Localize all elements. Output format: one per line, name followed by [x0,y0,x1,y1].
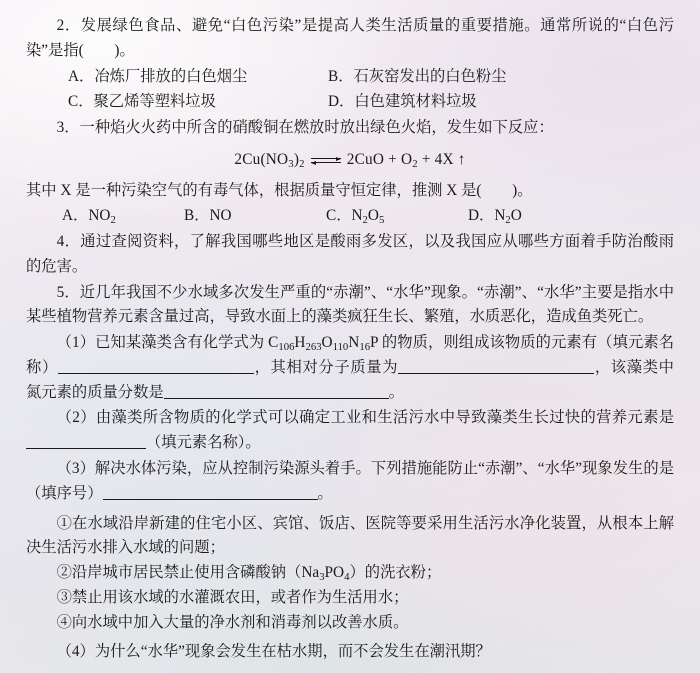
question-3-option-b[interactable]: B．NO [184,207,232,225]
question-3-option-c[interactable]: C．$N_2O_5$ [326,207,385,227]
question-5-item-1: ①在水域沿岸新建的住宅小区、宾馆、饭店、医院等要采用生活污水净化装置，从根本上解决生活污水排入水域的问题； [26,514,674,556]
question-5-sub-1-text-c: ，该藻类中氮元素的质量分数是 [26,358,674,401]
answer-blank-elements[interactable] [58,357,254,374]
question-5-sub-3 [26,457,674,507]
answer-blank-nitrogen-fraction[interactable] [164,382,389,399]
question-5-sub-1-text-b: ，其相对分子质量为 [253,358,399,376]
answer-blank-nutrient-elements[interactable] [26,432,146,449]
question-4-stem: 4．通过查阅资料，了解我国哪些地区是酸雨多发区，以及我国应从哪些方面着手防治酸雨的危害。 [26,233,674,275]
question-3-equation [26,148,674,173]
equation-product: $2CuO + O_2 + 4X$ ↑ [346,150,466,170]
reversible-arrow-icon [311,153,341,168]
equation-reactant: $2Cu(NO_3)_2$ [234,150,305,170]
answer-blank-molar-mass[interactable] [398,357,594,374]
question-5-stem: 5．近几年我国不少水域多次发生严重的“赤潮”、“水华”现象。“赤潮”、“水华”主要是指水中某些植物营养元素含量过高，导致水面上的藻类疯狂生长、繁殖，水质恶化，造成鱼类死亡。 [26,283,674,326]
question-3-stem-2: 其中 X 是一种污染空气的有毒气体，根据质量守恒定律，推测 X 是( )。 [26,181,533,199]
question-3-option-a[interactable]: A．$NO_2$ [62,207,116,227]
question-5-sub-1-text-d: 。 [388,383,404,401]
question-5-item-4: ④向水域中加入大量的净水剂和消毒剂以改善水质。 [56,614,409,632]
question-5-sub-2 [26,406,674,456]
question-5-sub-3-text-b: 。 [317,484,333,502]
question-2-options-row-2 [26,90,674,115]
question-3-stem: 3．一种焰火火药中所含的硝酸铜在燃放时放出绿色火焰，发生如下反应： [56,119,554,137]
question-2-option-b[interactable]: B．石灰窑发出的白色粉尘 [328,67,507,85]
question-5-sub-4: （4）为什么“水华”现象会发生在枯水期，而不会发生在潮汛期？ [56,643,491,661]
question-5-sub-1-text-a: （1）已知某藻类含有化学式为 $C_{106}H_{263}O_{110}N_{16}P$ 的物质，则组成该物质的元素有（填元素名称） [26,334,674,376]
question-5-sub-2-text-a: （2）由藻类所含物质的化学式可以确定工业和生活污水中导致藻类生长过快的营养元素是 [56,409,674,427]
question-2-option-c[interactable]: C．聚乙烯等塑料垃圾 [68,93,216,111]
question-3-options-row [26,204,674,229]
question-2-option-a[interactable]: A．冶炼厂排放的白色烟尘 [68,67,248,85]
question-5-item-3: ③禁止用该水域的水灌溉农田，或者作为生活用水； [56,589,409,607]
question-5-sub-1 [26,331,674,405]
question-5-item-2: ②沿岸城市居民禁止使用含磷酸钠$(Na_3PO_4)$的洗衣粉； [56,563,442,583]
question-3-option-d[interactable]: D．$N_2O$ [468,207,522,227]
question-2-option-d[interactable]: D．白色建筑材料垃圾 [328,93,477,111]
answer-blank-measure-numbers[interactable] [103,483,318,500]
question-2-options-row-1 [26,65,674,90]
question-5-sub-2-text-b: （填元素名称）。 [146,434,261,452]
question-5-sub-3-text-a: （3）解决水体污染，应从控制污染源头着手。下列措施能防止“赤潮”、“水华”现象发生的是（填序号） [26,460,674,502]
question-2-stem: 2．发展绿色食品、避免“白色污染”是提高人类生活质量的重要措施。通常所说的“白色污染”是指( )。 [26,17,674,59]
